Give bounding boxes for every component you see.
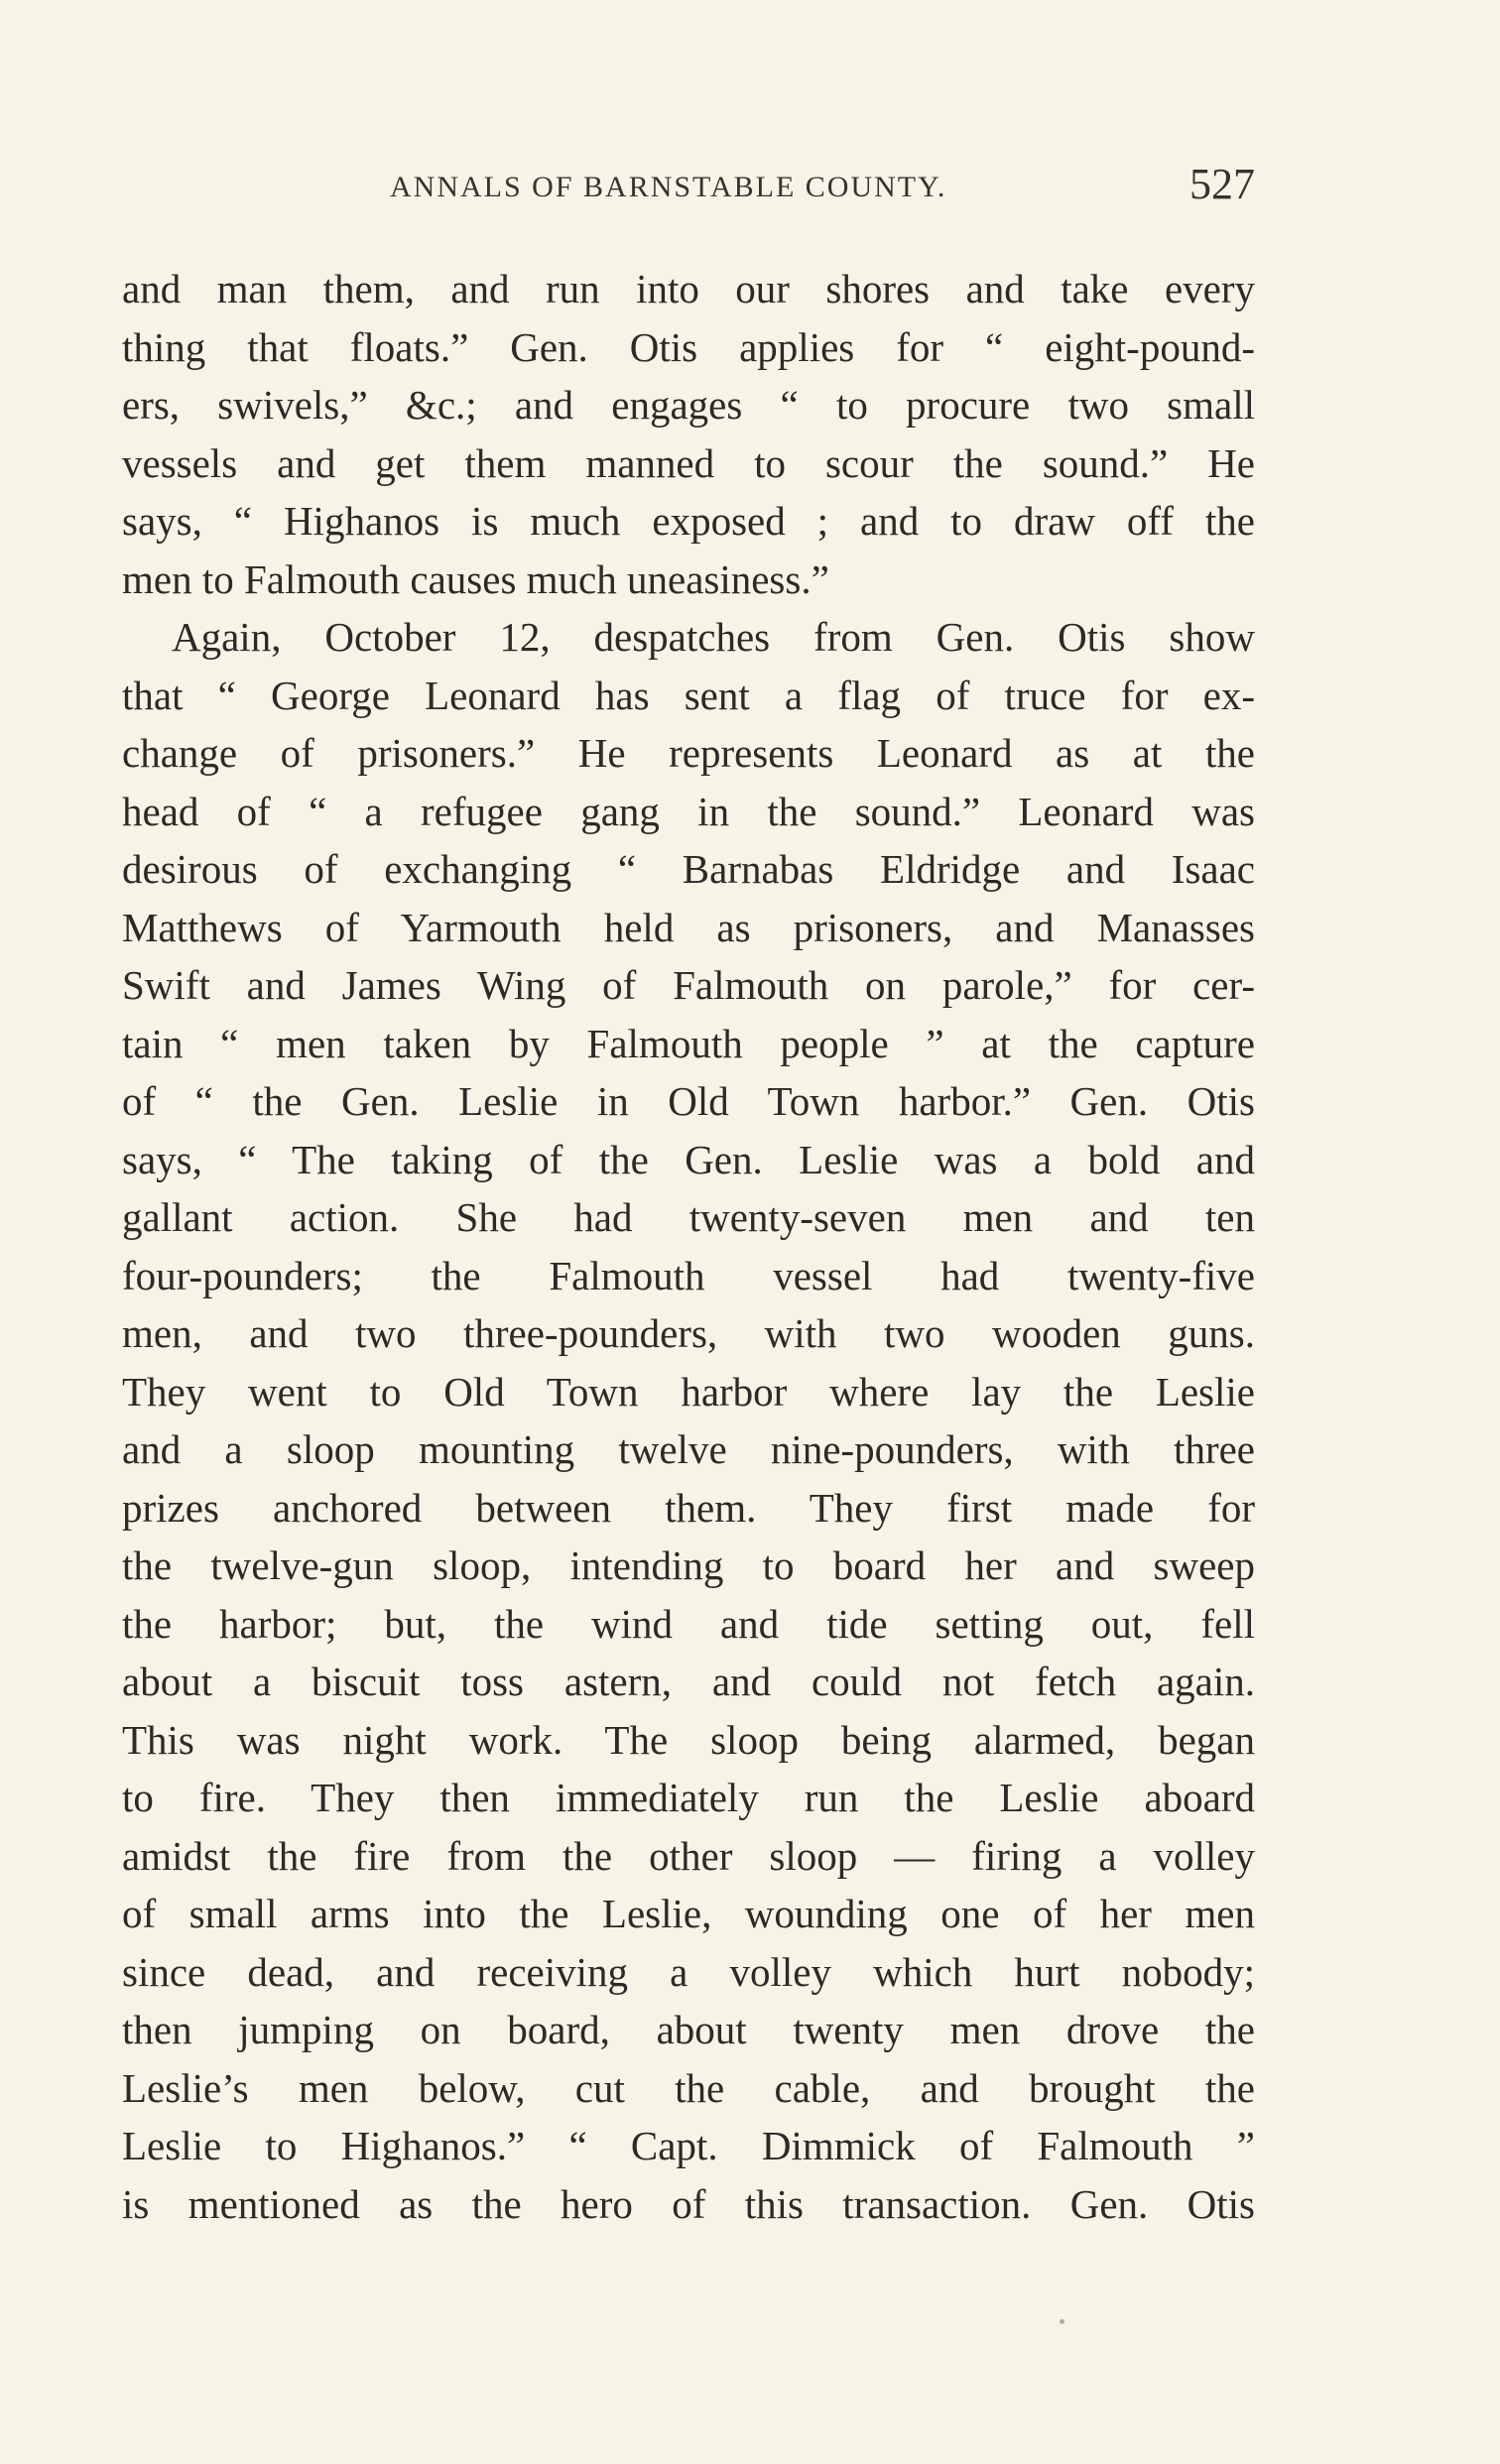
text-line: desirous of exchanging “ Barnabas Eldridge and Isaac bbox=[122, 846, 1255, 892]
text-line: of small arms into the Leslie, wounding one of her men bbox=[122, 1891, 1255, 1936]
body-text bbox=[122, 260, 1255, 2233]
text-line: the twelve-gun sloop, intending to board her and sweep bbox=[122, 1542, 1255, 1588]
text-line: ers, swivels,” &c.; and engages “ to procure two small bbox=[122, 382, 1255, 428]
text-line: head of “ a refugee gang in the sound.” Leonard was bbox=[122, 788, 1255, 834]
page-number: 527 bbox=[1189, 160, 1255, 208]
text-line: change of prisoners.” He represents Leonard as at the bbox=[122, 730, 1255, 776]
running-head bbox=[122, 159, 1255, 208]
text-line: and a sloop mounting twelve nine-pounders, with three bbox=[122, 1426, 1255, 1472]
text-line: vessels and get them manned to scour the sound.” He bbox=[122, 439, 1255, 486]
text-line: Again, October 12, despatches from Gen. Otis show bbox=[172, 614, 1255, 660]
text-line: This was night work. The sloop being alarmed, began bbox=[122, 1716, 1255, 1763]
text-line: that “ George Leonard has sent a flag of truce for ex- bbox=[122, 672, 1255, 718]
text-line: says, “ Highanos is much exposed ; and to draw off the bbox=[122, 498, 1255, 544]
running-title: ANNALS OF BARNSTABLE COUNTY. bbox=[390, 171, 947, 203]
text-line: prizes anchored between them. They first made for bbox=[122, 1484, 1255, 1531]
text-line: is mentioned as the hero of this transaction. Gen. Otis bbox=[122, 2180, 1255, 2227]
text-line: says, “ The taking of the Gen. Leslie was a bold and bbox=[122, 1136, 1255, 1182]
text-line: Matthews of Yarmouth held as prisoners, and Manasses bbox=[122, 904, 1255, 950]
text-line: of “ the Gen. Leslie in Old Town harbor.” Gen. Otis bbox=[122, 1078, 1255, 1124]
text-line: tain “ men taken by Falmouth people ” at the capture bbox=[122, 1020, 1255, 1066]
text-line: four-pounders; the Falmouth vessel had twenty-five bbox=[122, 1252, 1255, 1298]
text-line: thing that floats.” Gen. Otis applies for “ eight-pound- bbox=[122, 323, 1255, 370]
text-line: men, and two three-pounders, with two wooden guns. bbox=[122, 1310, 1255, 1356]
text-line: then jumping on board, about twenty men drove the bbox=[122, 2007, 1255, 2052]
text-line: Leslie to Highanos.” “ Capt. Dimmick of Falmouth ” bbox=[122, 2123, 1255, 2168]
text-line: men to Falmouth causes much uneasiness.” bbox=[122, 555, 829, 602]
text-line: since dead, and receiving a volley which hurt nobody; bbox=[122, 1948, 1255, 1995]
text-line: Swift and James Wing of Falmouth on parole,” for cer- bbox=[122, 962, 1255, 1008]
text-line: gallant action. She had twenty-seven men and ten bbox=[122, 1194, 1255, 1240]
text-line: They went to Old Town harbor where lay the Leslie bbox=[122, 1368, 1255, 1415]
text-line: about a biscuit toss astern, and could not fetch again. bbox=[122, 1659, 1255, 1704]
text-line: and man them, and run into our shores and take every bbox=[122, 266, 1255, 311]
text-line: amidst the fire from the other sloop — firing a volley bbox=[122, 1832, 1255, 1879]
text-line: to fire. They then immediately run the Leslie aboard bbox=[122, 1775, 1255, 1820]
text-line: Leslie’s men below, cut the cable, and brought the bbox=[122, 2064, 1255, 2111]
ink-speck bbox=[1060, 2319, 1064, 2324]
text-line: the harbor; but, the wind and tide setting out, fell bbox=[122, 1600, 1255, 1647]
